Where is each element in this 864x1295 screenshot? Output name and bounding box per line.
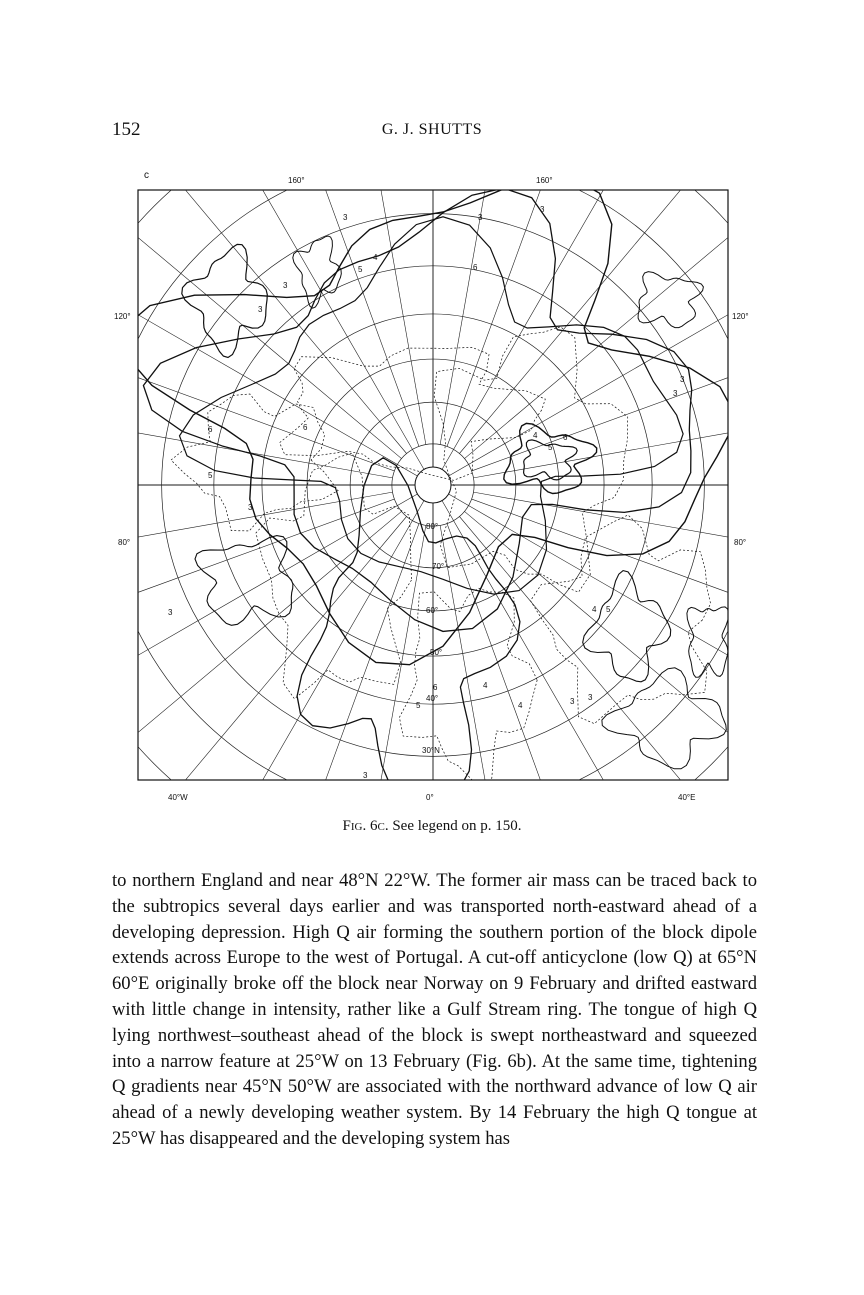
meridian-line (473, 492, 758, 606)
contour-label: 6 (563, 433, 568, 442)
contour-label: 3 (570, 697, 575, 706)
contour-label: 5 (358, 265, 363, 274)
contour-label: 3 (588, 693, 593, 702)
body-text (112, 868, 757, 1152)
meridian-line (472, 499, 758, 724)
contour-label: 4 (483, 681, 488, 690)
contour-label: 5 (606, 605, 611, 614)
q-contour (602, 668, 726, 769)
contour-label: 5 (548, 443, 553, 452)
contour-label: 6 (208, 425, 213, 434)
coastline (256, 453, 412, 699)
coastline (531, 515, 711, 724)
caption-text: See legend on p. 150. (392, 818, 522, 834)
lon-label-bottom-right: 40°E (678, 793, 696, 802)
panel-letter: c (144, 170, 149, 181)
meridian-line (108, 246, 394, 471)
contour-label: 4 (373, 253, 378, 262)
figure-caption (0, 818, 864, 835)
meridian-line (440, 525, 554, 810)
pole-circle (415, 467, 451, 503)
lon-label-top-right: 160° (536, 176, 553, 185)
lon-label-left: 120° (114, 312, 131, 321)
contour-label: 3 (478, 213, 483, 222)
contour-label: 3 (168, 608, 173, 617)
contour-label: 6 (303, 423, 308, 432)
contour-label: 6 (473, 263, 478, 272)
lon-label-bottom-center: 0° (426, 793, 434, 802)
contour-label: 3 (248, 503, 253, 512)
coastline (171, 394, 338, 531)
contour-label: 5 (416, 701, 421, 710)
lon-label-top-left: 160° (288, 176, 305, 185)
q-contour (182, 244, 267, 357)
q-contour (125, 178, 733, 665)
lat-label: 50° (430, 648, 443, 657)
graticule (108, 160, 758, 810)
meridian-line (464, 160, 758, 459)
lat-label: 30°N (422, 746, 440, 755)
contour-label: 3 (258, 305, 263, 314)
meridian-line (108, 499, 394, 724)
meridian-line (459, 160, 758, 454)
lon-label-left-lower: 80° (118, 538, 131, 547)
contour-label: 6 (433, 683, 438, 692)
meridian-line (108, 516, 407, 810)
polar-stereographic-map (108, 160, 758, 810)
lon-label-bottom-left: 40°W (168, 793, 188, 802)
meridian-line (440, 160, 554, 445)
body-paragraph: to northern England and near 48°N 22°W. The former air mass can be traced back to the subtropics several days earlier and was transported north-eastward ahead of a developing depression. High Q air forming the southern portion of the block dipole extends across Europe to the west of Portugal. A cut-off anticyclone (low Q) at 65°N 60°E originally broke off the block near Norway on 9 February and drifted eastward with little change in intensity, rather like a Gulf Stream ring. The tongue of high Q lying northwest–southeast ahead of the block is swept northeastward and squeezed into a narrow feature at 25°W on 13 February (Fig. 6b). At the same time, tightening Q gradients near 45°N 50°W are associated with the northward advance of low Q air ahead of a newly developing weather system. By 14 February the high Q tongue at 25°W has disappeared and the developing system has (112, 870, 757, 1149)
contour-label: 5 (208, 471, 213, 480)
running-head: G. J. SHUTTS (381, 121, 483, 138)
contour-label: 3 (283, 281, 288, 290)
contour-label: 4 (592, 605, 597, 614)
page-number: 152 (112, 119, 141, 140)
lat-label: 70° (432, 562, 445, 571)
meridian-line (311, 160, 425, 445)
q-contour (180, 217, 684, 594)
figure-6c (108, 160, 758, 810)
meridian-line (472, 246, 758, 471)
meridian-line (194, 160, 419, 446)
coastline (434, 327, 628, 592)
contour-label: 4 (518, 701, 523, 710)
meridian-line (459, 516, 758, 810)
contour-label: 3 (540, 205, 545, 214)
contour-label: 3 (680, 375, 685, 384)
contour-label: 3 (343, 213, 348, 222)
lon-label-right-lower: 80° (734, 538, 747, 547)
coastline (399, 588, 537, 788)
lat-label: 60° (426, 606, 439, 615)
caption-tag: Fig. 6c. (342, 818, 389, 834)
contour-label: 3 (673, 389, 678, 398)
contour-label: 3 (363, 771, 368, 780)
meridian-line (464, 511, 758, 810)
graticule-lines (108, 160, 758, 810)
meridian-line (311, 525, 425, 810)
meridian-line (108, 363, 393, 477)
lon-label-right: 120° (732, 312, 749, 321)
lat-label: 80° (426, 522, 439, 531)
meridian-line (108, 160, 402, 459)
lat-label: 40° (426, 694, 439, 703)
meridian-line (108, 511, 402, 810)
contour-label: 4 (533, 431, 538, 440)
meridian-line (447, 524, 672, 810)
